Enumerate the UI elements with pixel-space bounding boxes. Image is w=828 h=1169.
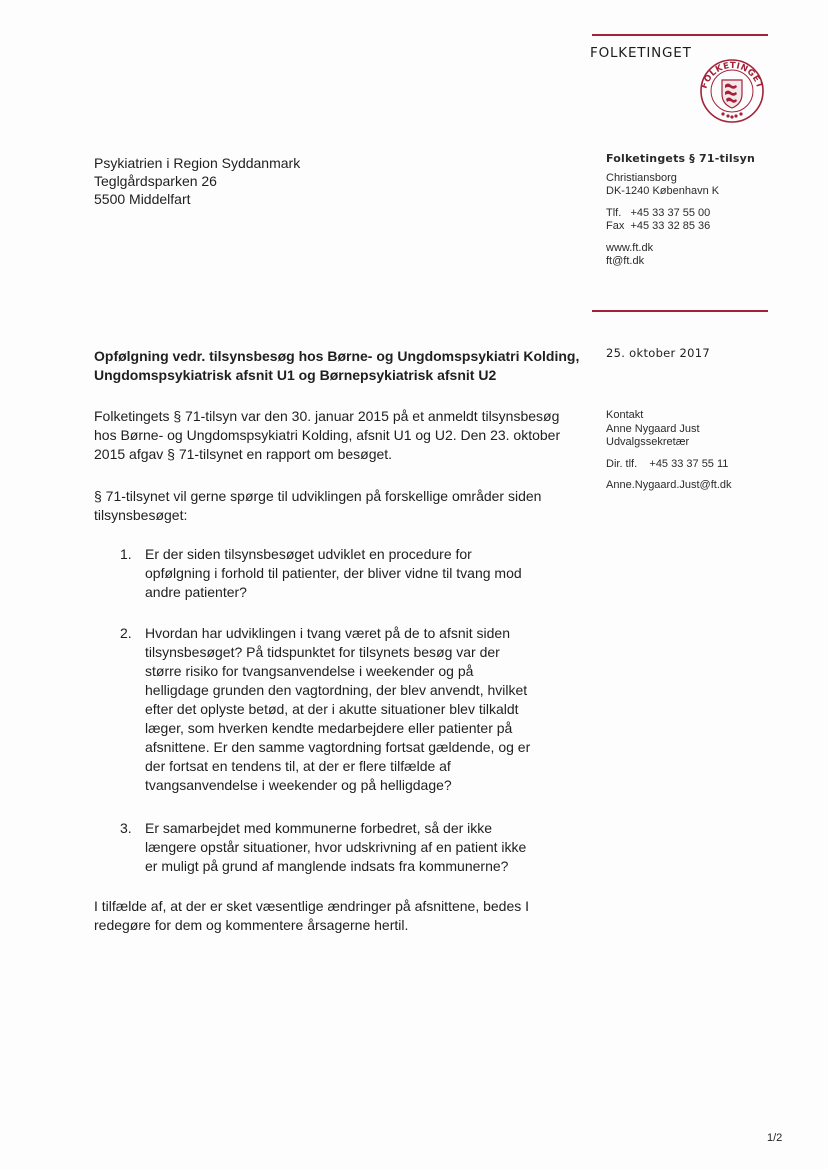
question-text xyxy=(145,819,545,876)
paragraph-question-intro xyxy=(94,487,584,525)
question-text xyxy=(145,624,545,795)
brand-name: FOLKETINGET xyxy=(590,45,692,61)
seal-text: FOLKETINGET xyxy=(699,60,765,90)
sender-phone: Tlf. +45 33 37 55 00 xyxy=(606,206,711,219)
question-text xyxy=(145,545,545,602)
contact-label: Kontakt xyxy=(606,409,644,421)
paragraph-line: I tilfælde af, at der er sket væsentlige ændringer på afsnittene, bedes I xyxy=(94,898,530,914)
sender-title: Folketingets § 71-tilsyn xyxy=(606,152,756,165)
question-line: større risiko for tvangsanvendelse i weekender og på xyxy=(145,663,474,679)
question-line: Er samarbejdet med kommunerne forbedret, så der ikke xyxy=(145,820,493,836)
sender-block xyxy=(606,152,806,269)
question-line: der fortsat en tendens til, at der er flere tilfælde af xyxy=(145,758,451,774)
subject-line: Opfølgning vedr. tilsynsbesøg hos Børne- og Ungdomspsykiatri Kolding, xyxy=(94,348,580,364)
question-line: tilsynsbesøget? På tidspunktet for tilsynets besøg var der xyxy=(145,644,500,660)
question-number: 2. xyxy=(120,625,132,641)
question-line: Hvordan har udviklingen i tvang været på de to afsnit siden xyxy=(145,625,510,641)
subject-line: Ungdomspsykiatrisk afsnit U1 og Børnepsykiatrisk afsnit U2 xyxy=(94,367,497,383)
letter-date: 25. oktober 2017 xyxy=(606,346,711,360)
paragraph-line: Folketingets § 71-tilsyn var den 30. januar 2015 på et anmeldt tilsynsbesøg xyxy=(94,408,560,424)
question-number: 1. xyxy=(120,546,132,562)
sender-address: Christiansborg xyxy=(606,171,677,184)
recipient-line: Teglgårdsparken 26 xyxy=(94,173,217,189)
paragraph-line: redegøre for dem og kommentere årsagerne hertil. xyxy=(94,917,409,933)
question-line: er muligt på grund af manglende indsats fra kommunerne? xyxy=(145,858,509,874)
paragraph-line: hos Børne- og Ungdomspsykiatri Kolding, afsnit U1 og U2. Den 23. oktober xyxy=(94,427,561,443)
recipient-line: Psykiatrien i Region Syddanmark xyxy=(94,155,301,171)
paragraph-line: 2015 afgav § 71-tilsynet en rapport om besøget. xyxy=(94,446,393,462)
question-line: helligdage grunden den vagtordning, der blev anvendt, hvilket xyxy=(145,682,528,698)
contact-block xyxy=(606,409,806,493)
folketinget-seal-logo xyxy=(697,58,767,124)
page-number: 1/2 xyxy=(767,1132,783,1144)
paragraph-closing xyxy=(94,897,584,935)
sender-email-link[interactable]: ft@ft.dk xyxy=(606,255,645,267)
question-line: læger, som hverken kendte medarbejdere eller patienter på xyxy=(145,720,513,736)
question-line: Er der siden tilsynsbesøget udviklet en procedure for xyxy=(145,546,472,562)
question-number: 3. xyxy=(120,820,132,836)
sender-web-link[interactable]: www.ft.dk xyxy=(606,241,654,254)
question-line: efter det oplyste betød, at der i akutte situationer blev tilkaldt xyxy=(145,701,519,717)
sender-address: DK-1240 København K xyxy=(606,185,720,197)
paragraph-intro xyxy=(94,407,584,464)
sidebar-divider-rule xyxy=(592,310,768,312)
contact-phone: Dir. tlf. +45 33 37 55 11 xyxy=(606,457,729,470)
recipient-line: 5500 Middelfart xyxy=(94,191,191,207)
recipient-address xyxy=(94,154,300,208)
header-top-rule xyxy=(592,34,768,36)
contact-email-link[interactable]: Anne.Nygaard.Just@ft.dk xyxy=(606,479,732,491)
paragraph-line: tilsynsbesøget: xyxy=(94,507,188,523)
question-line: tvangsanvendelse i weekender og på helligdage? xyxy=(145,777,452,793)
letter-subject xyxy=(94,347,589,385)
question-line: længere opstår situationer, hvor udskrivning af en patient ikke xyxy=(145,839,527,855)
contact-role: Udvalgssekretær xyxy=(606,436,690,448)
question-line: andre patienter? xyxy=(145,584,247,600)
paragraph-line: § 71-tilsynet vil gerne spørge til udviklingen på forskellige områder siden xyxy=(94,488,542,504)
question-line: afsnittene. Er den samme vagtordning fortsat gældende, og er xyxy=(145,739,531,755)
contact-name: Anne Nygaard Just xyxy=(606,422,700,435)
seal-icon xyxy=(697,58,767,124)
sender-fax: Fax +45 33 32 85 36 xyxy=(606,220,711,232)
question-line: opfølgning i forhold til patienter, der bliver vidne til tvang mod xyxy=(145,565,522,581)
